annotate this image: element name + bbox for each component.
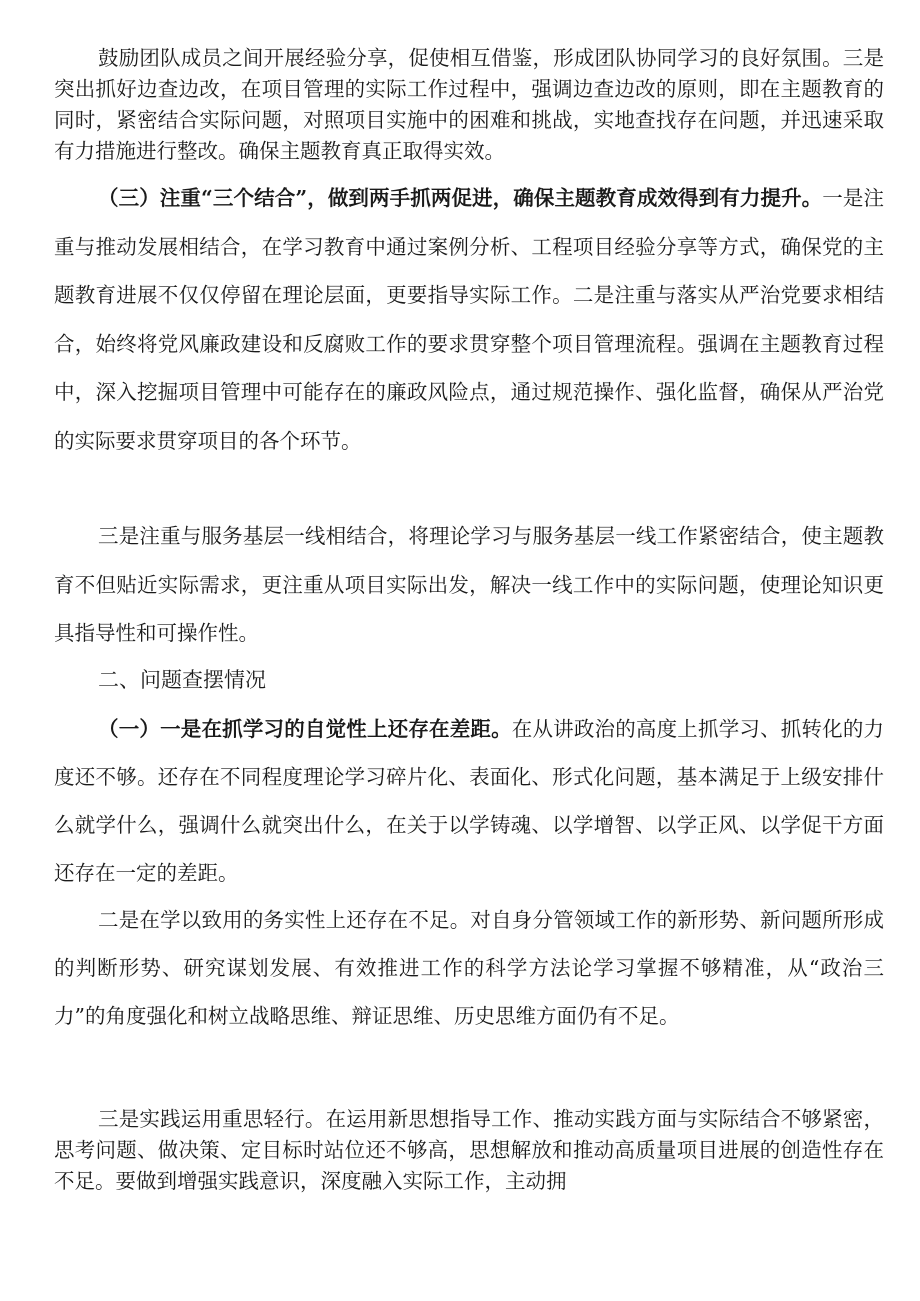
- paragraph-text: 二是在学以致用的务实性上还存在不足。对自身分管领域工作的新形势、新问题所形成的判断形势、研究谋划发展、有效推进工作的科学方法论学习掌握不够精准，从“政治三力”的角度强化和树立战略思维、辩证思维、历史思维方面仍有不足。: [54, 908, 884, 1028]
- paragraph-practice: [54, 1104, 884, 1197]
- paragraph-text: 三是注重与服务基层一线相结合，将理论学习与服务基层一线工作紧密结合，使主题教育不但贴近实际需求，更注重从项目实际出发，解决一线工作中的实际问题，使理论知识更具指导性和可操作性。: [54, 524, 884, 645]
- paragraph-three-combinations: [54, 174, 884, 465]
- paragraph-practical-gap: [54, 896, 884, 1040]
- paragraph-text: 鼓励团队成员之间开展经验分享，促使相互借鉴，形成团队协同学习的良好氛围。三是突出抓好边查边改，在项目管理的实际工作过程中，强调边查边改的原则，即在主题教育的同时，紧密结合实际问题，对照项目实施中的困难和挑战，实地查找存在问题，并迅速采取有力措施进行整改。确保主题教育真正取得实效。: [54, 46, 884, 163]
- section-heading: 二、问题查摆情况: [98, 668, 266, 692]
- paragraph-text: 在从讲政治的高度上抓学习、抓转化的力度还不够。还存在不同程度理论学习碎片化、表面化、形式化问题，基本满足于上级安排什么就学什么，强调什么就突出什么，在关于以学铸魂、以学增智、以学正风、以学促干方面还存在一定的差距。: [54, 717, 885, 885]
- paragraph-team-learning: [54, 43, 884, 167]
- paragraph-lead: （一）一是在抓学习的自觉性上还存在差距。: [98, 717, 512, 741]
- paragraph-text: 三是实践运用重思轻行。在运用新思想指导工作、推动实践方面与实际结合不够紧密，思考问题、做决策、定目标时站位还不够高，思想解放和推动高质量项目进展的创造性存在不足。要做到增强实践意识，深度融入实际工作，主动拥: [54, 1107, 884, 1193]
- paragraph-text: 一是注重与推动发展相结合，在学习教育中通过案例分析、工程项目经验分享等方式，确保党的主题教育进展不仅仅停留在理论层面，更要指导实际工作。二是注重与落实从严治党要求相结合，始终将党风廉政建设和反腐败工作的要求贯穿整个项目管理流程。强调在主题教育过程中，深入挖掘项目管理中可能存在的廉政风险点，通过规范操作、强化监督，确保从严治党的实际要求贯穿项目的各个环节。: [54, 186, 884, 453]
- paragraph-lead: （三）注重“三个结合”，做到两手抓两促进，确保主题教育成效得到有力提升。: [98, 186, 823, 210]
- paragraph-study-gap: [54, 705, 884, 897]
- paragraph-grassroots: [54, 512, 884, 658]
